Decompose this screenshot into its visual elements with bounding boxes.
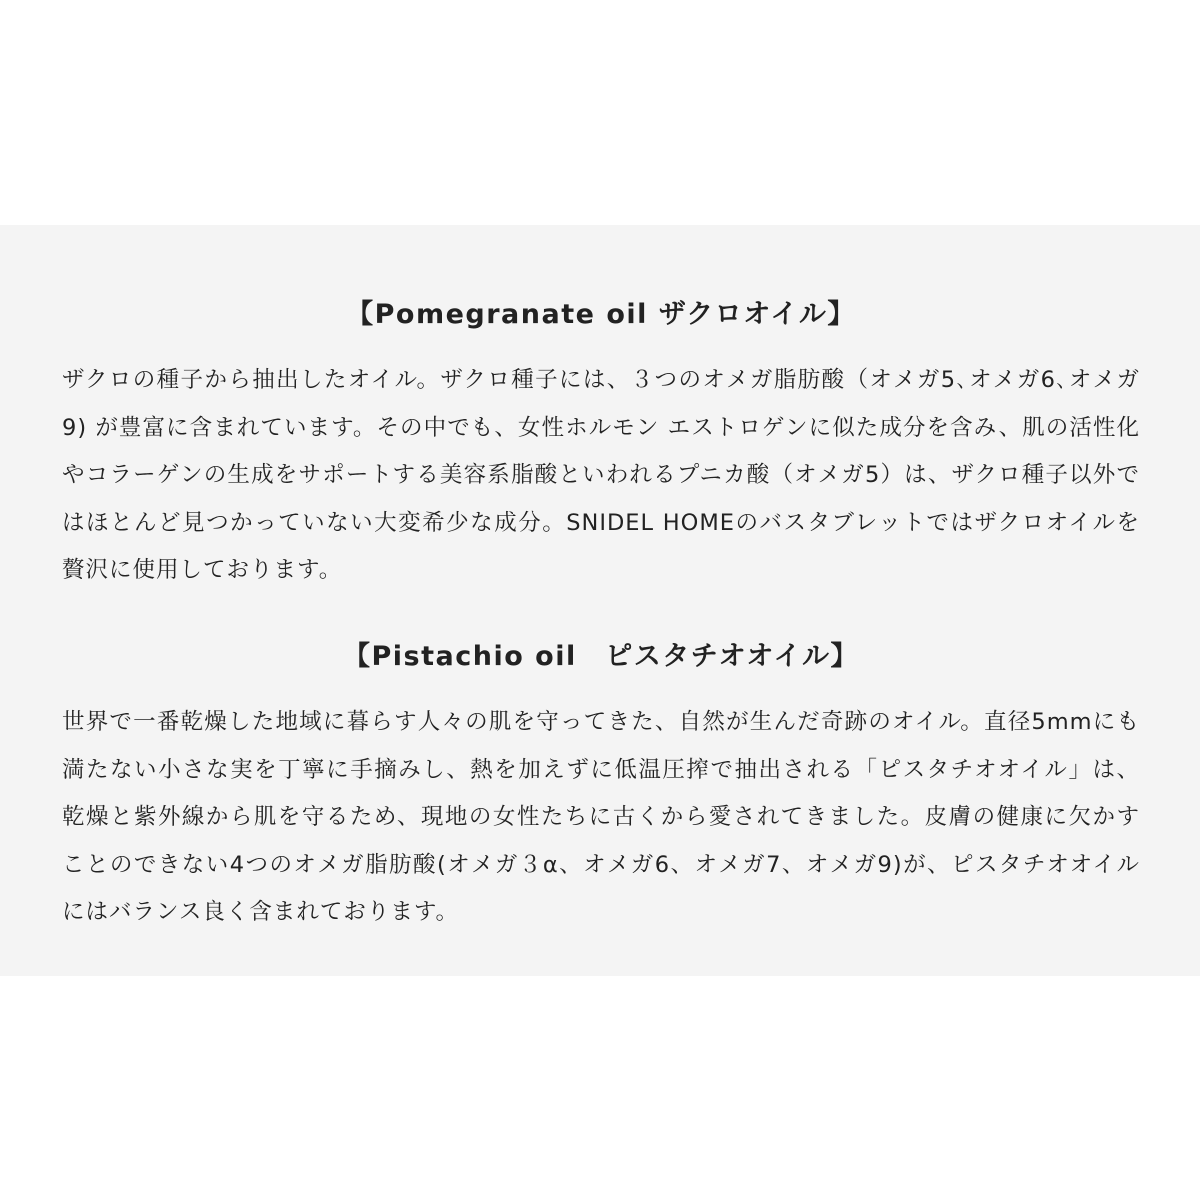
pistachio-oil-section	[62, 632, 1140, 937]
section-heading: 【Pistachio oil ピスタチオオイル】	[342, 641, 860, 672]
section-heading: 【Pomegranate oil ザクロオイル】	[346, 299, 856, 330]
section-body-text: ザクロの種子から抽出したオイル。ザクロ種子には、３つのオメガ脂肪酸（オメガ5､オメガ6､オメガ9) が豊富に含まれています。その中でも、女性ホルモン エストロゲンに似た成分を含み、肌の活性化やコラーゲンの生成をサポートする美容系脂酸といわれるプニカ酸（オメガ5）は、ザクロ種子以外ではほとんど見つかっていない大変希少な成分。SNIDEL HOMEのバスタブレットではザクロオイルを贅沢に使用しております。	[62, 367, 1140, 583]
pomegranate-oil-section	[62, 290, 1140, 595]
content-panel	[0, 225, 1200, 976]
section-body-text: 世界で一番乾燥した地域に暮らす人々の肌を守ってきた、自然が生んだ奇跡のオイル。直径5mmにも満たない小さな実を丁寧に手摘みし、熱を加えずに低温圧搾で抽出される「ピスタチオオイル」は、乾燥と紫外線から肌を守るため、現地の女性たちに古くから愛されてきました。皮膚の健康に欠かすことのできない4つのオメガ脂肪酸(オメガ３α、オメガ6、オメガ7、オメガ9)が、ピスタチオオイルにはバランス良く含まれております。	[62, 709, 1140, 925]
